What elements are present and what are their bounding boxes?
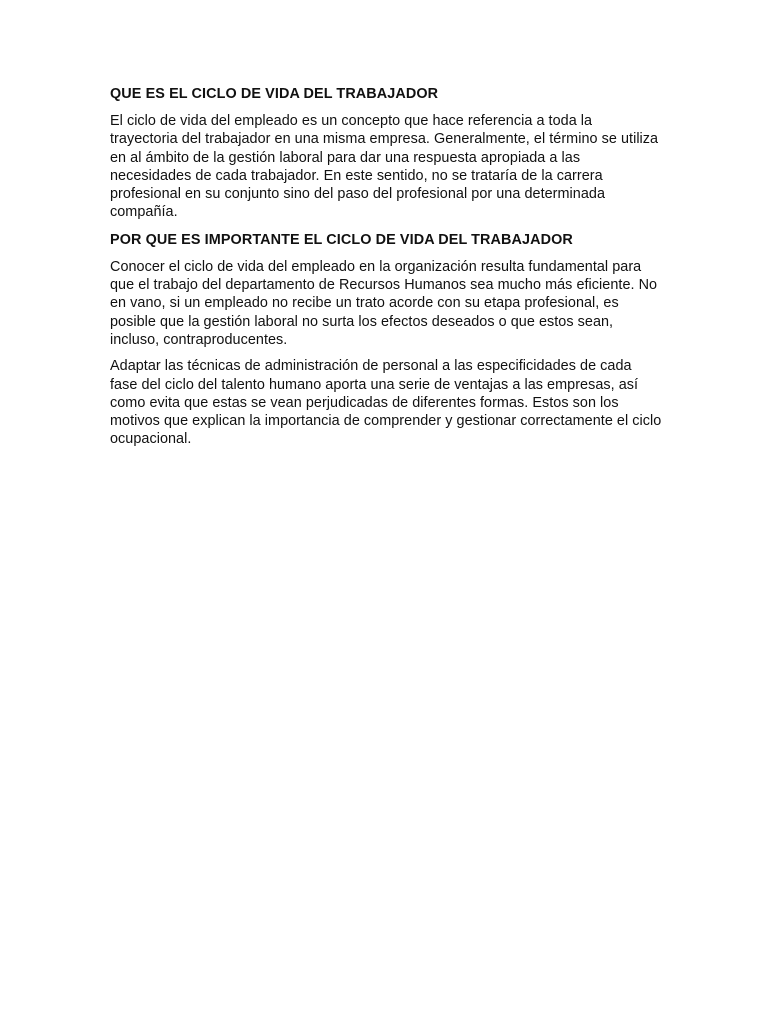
section-heading-2: POR QUE ES IMPORTANTE EL CICLO DE VIDA DEL TRABAJADOR: [110, 231, 573, 248]
document-body: [110, 84, 662, 457]
section-2-paragraph-1: Conocer el ciclo de vida del empleado en la organización resulta fundamental para que el trabajo del departamento de Recursos Humanos sea mucho más eficiente. No en vano, si un empleado no recibe un trato acorde con su etapa profesional, es posible que la gestión laboral no surta los efectos deseados o que estos sean, incluso, contraproducentes.: [110, 258, 658, 348]
section-1-paragraph-1: El ciclo de vida del empleado es un concepto que hace referencia a toda la trayectoria del trabajador en una misma empresa. Generalmente, el término se utiliza en al ámbito de la gestión laboral para dar una respuesta apropiada a las necesidades de cada trabajador. En este sentido, no se trataría de la carrera profesional en su conjunto sino del paso del profesional por una determinada compañía.: [110, 113, 659, 221]
section-2-paragraph-2: Adaptar las técnicas de administración de personal a las especificidades de cada fase del ciclo del talento humano aporta una serie de ventajas a las empresas, así como evita que estas se vean perjudicadas de diferentes formas. Estos son los motivos que explican la importancia de comprender y gestionar correctamente el ciclo ocupacional.: [110, 358, 662, 448]
section-heading-1: QUE ES EL CICLO DE VIDA DEL TRABAJADOR: [110, 86, 439, 102]
